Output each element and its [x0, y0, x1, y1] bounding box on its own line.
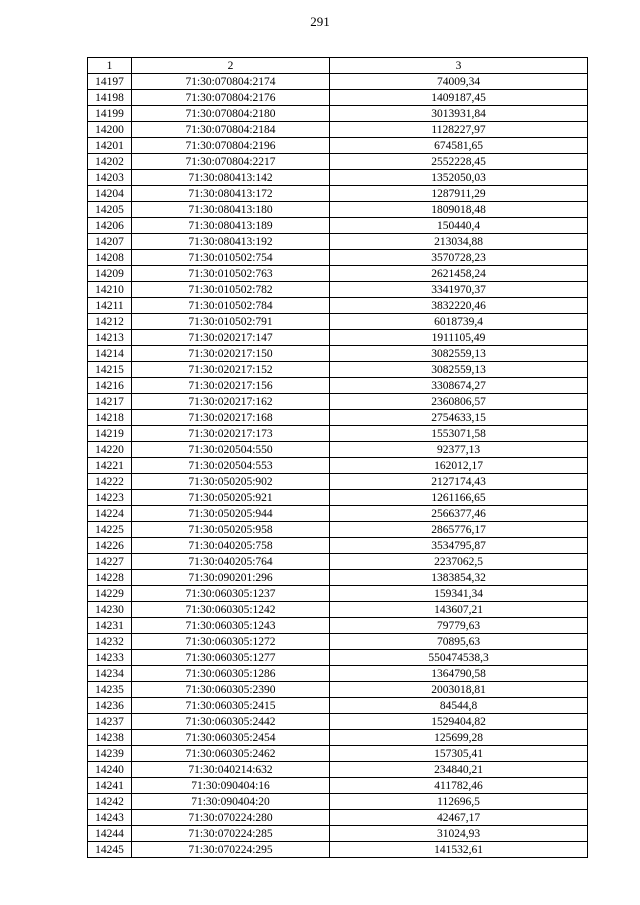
value-cell: 1529404,82 — [330, 714, 588, 730]
value-cell: 213034,88 — [330, 234, 588, 250]
table-row — [88, 826, 588, 842]
value-cell: 42467,17 — [330, 810, 588, 826]
table-row — [88, 314, 588, 330]
table-row — [88, 218, 588, 234]
row-number-cell: 14233 — [88, 650, 132, 666]
row-number-cell: 14214 — [88, 346, 132, 362]
table-row — [88, 298, 588, 314]
row-number-cell: 14220 — [88, 442, 132, 458]
cadastral-number-cell: 71:30:020217:150 — [132, 346, 330, 362]
row-number-cell: 14234 — [88, 666, 132, 682]
cadastral-number-cell: 71:30:060305:1237 — [132, 586, 330, 602]
row-number-cell: 14210 — [88, 282, 132, 298]
cadastral-number-cell: 71:30:020217:173 — [132, 426, 330, 442]
row-number-cell: 14244 — [88, 826, 132, 842]
table-row — [88, 186, 588, 202]
row-number-cell: 14228 — [88, 570, 132, 586]
cadastral-number-cell: 71:30:060305:2442 — [132, 714, 330, 730]
row-number-cell: 14212 — [88, 314, 132, 330]
value-cell: 141532,61 — [330, 842, 588, 858]
table-row — [88, 330, 588, 346]
value-cell: 1553071,58 — [330, 426, 588, 442]
value-cell: 3341970,37 — [330, 282, 588, 298]
table-row — [88, 682, 588, 698]
cadastral-number-cell: 71:30:020217:162 — [132, 394, 330, 410]
value-cell: 6018739,4 — [330, 314, 588, 330]
cadastral-number-cell: 71:30:070804:2217 — [132, 154, 330, 170]
row-number-cell: 14211 — [88, 298, 132, 314]
value-cell: 143607,21 — [330, 602, 588, 618]
row-number-cell: 14203 — [88, 170, 132, 186]
row-number-cell: 14219 — [88, 426, 132, 442]
cadastral-number-cell: 71:30:050205:944 — [132, 506, 330, 522]
cadastral-number-cell: 71:30:020504:550 — [132, 442, 330, 458]
table-row — [88, 730, 588, 746]
cadastral-number-cell: 71:30:050205:921 — [132, 490, 330, 506]
table-row — [88, 442, 588, 458]
cadastral-number-cell: 71:30:090404:16 — [132, 778, 330, 794]
value-cell: 2360806,57 — [330, 394, 588, 410]
row-number-cell: 14238 — [88, 730, 132, 746]
value-cell: 3082559,13 — [330, 346, 588, 362]
table-row — [88, 554, 588, 570]
row-number-cell: 14226 — [88, 538, 132, 554]
table-row — [88, 170, 588, 186]
cadastral-number-cell: 71:30:070224:295 — [132, 842, 330, 858]
row-number-cell: 14227 — [88, 554, 132, 570]
row-number-cell: 14235 — [88, 682, 132, 698]
cadastral-number-cell: 71:30:010502:782 — [132, 282, 330, 298]
cadastral-number-cell: 71:30:010502:784 — [132, 298, 330, 314]
table-row — [88, 410, 588, 426]
row-number-cell: 14206 — [88, 218, 132, 234]
cadastral-number-cell: 71:30:060305:1286 — [132, 666, 330, 682]
table-row — [88, 394, 588, 410]
cadastral-number-cell: 71:30:010502:754 — [132, 250, 330, 266]
column-header-2: 2 — [132, 58, 330, 74]
value-cell: 150440,4 — [330, 218, 588, 234]
table-row — [88, 122, 588, 138]
cadastral-number-cell: 71:30:040214:632 — [132, 762, 330, 778]
cadastral-number-cell: 71:30:060305:2462 — [132, 746, 330, 762]
row-number-cell: 14217 — [88, 394, 132, 410]
row-number-cell: 14197 — [88, 74, 132, 90]
row-number-cell: 14216 — [88, 378, 132, 394]
row-number-cell: 14224 — [88, 506, 132, 522]
table-row — [88, 202, 588, 218]
table-row — [88, 234, 588, 250]
value-cell: 2237062,5 — [330, 554, 588, 570]
value-cell: 2552228,45 — [330, 154, 588, 170]
row-number-cell: 14237 — [88, 714, 132, 730]
value-cell: 1364790,58 — [330, 666, 588, 682]
value-cell: 234840,21 — [330, 762, 588, 778]
row-number-cell: 14213 — [88, 330, 132, 346]
row-number-cell: 14232 — [88, 634, 132, 650]
table-row — [88, 154, 588, 170]
cadastral-number-cell: 71:30:070804:2184 — [132, 122, 330, 138]
row-number-cell: 14218 — [88, 410, 132, 426]
cadastral-number-cell: 71:30:060305:1277 — [132, 650, 330, 666]
value-cell: 70895,63 — [330, 634, 588, 650]
value-cell: 3082559,13 — [330, 362, 588, 378]
cadastral-number-cell: 71:30:020217:147 — [132, 330, 330, 346]
row-number-cell: 14204 — [88, 186, 132, 202]
cadastral-number-cell: 71:30:060305:2390 — [132, 682, 330, 698]
table-row — [88, 362, 588, 378]
value-cell: 157305,41 — [330, 746, 588, 762]
value-cell: 84544,8 — [330, 698, 588, 714]
cadastral-number-cell: 71:30:060305:1243 — [132, 618, 330, 634]
cadastral-number-cell: 71:30:060305:2415 — [132, 698, 330, 714]
row-number-cell: 14221 — [88, 458, 132, 474]
row-number-cell: 14239 — [88, 746, 132, 762]
table-row — [88, 842, 588, 858]
value-cell: 2127174,43 — [330, 474, 588, 490]
table-row — [88, 570, 588, 586]
table-row — [88, 250, 588, 266]
table-row — [88, 458, 588, 474]
row-number-cell: 14245 — [88, 842, 132, 858]
table-row — [88, 650, 588, 666]
value-cell: 2003018,81 — [330, 682, 588, 698]
table-row — [88, 138, 588, 154]
cadastral-number-cell: 71:30:020217:156 — [132, 378, 330, 394]
table-row — [88, 602, 588, 618]
value-cell: 3308674,27 — [330, 378, 588, 394]
cadastral-number-cell: 71:30:020217:152 — [132, 362, 330, 378]
value-cell: 1352050,03 — [330, 170, 588, 186]
value-cell: 162012,17 — [330, 458, 588, 474]
table-row — [88, 522, 588, 538]
table-row — [88, 714, 588, 730]
value-cell: 1128227,97 — [330, 122, 588, 138]
table-row — [88, 746, 588, 762]
value-cell: 79779,63 — [330, 618, 588, 634]
row-number-cell: 14231 — [88, 618, 132, 634]
row-number-cell: 14207 — [88, 234, 132, 250]
table-row — [88, 106, 588, 122]
cadastral-number-cell: 71:30:060305:1242 — [132, 602, 330, 618]
value-cell: 2566377,46 — [330, 506, 588, 522]
row-number-cell: 14202 — [88, 154, 132, 170]
cadastral-number-cell: 71:30:080413:192 — [132, 234, 330, 250]
cadastral-number-cell: 71:30:080413:172 — [132, 186, 330, 202]
cadastral-number-cell: 71:30:050205:958 — [132, 522, 330, 538]
table-row — [88, 426, 588, 442]
cadastral-number-cell: 71:30:020504:553 — [132, 458, 330, 474]
page-number: 291 — [310, 14, 330, 29]
value-cell: 2754633,15 — [330, 410, 588, 426]
cadastral-number-cell: 71:30:070804:2196 — [132, 138, 330, 154]
value-cell: 1809018,48 — [330, 202, 588, 218]
row-number-cell: 14241 — [88, 778, 132, 794]
table-row — [88, 762, 588, 778]
row-number-cell: 14240 — [88, 762, 132, 778]
table-row — [88, 74, 588, 90]
value-cell: 3570728,23 — [330, 250, 588, 266]
column-header-3: 3 — [330, 58, 588, 74]
value-cell: 125699,28 — [330, 730, 588, 746]
row-number-cell: 14230 — [88, 602, 132, 618]
data-table — [87, 57, 588, 858]
table-row — [88, 490, 588, 506]
table-row — [88, 666, 588, 682]
value-cell: 1261166,65 — [330, 490, 588, 506]
cadastral-number-cell: 71:30:090404:20 — [132, 794, 330, 810]
value-cell: 1383854,32 — [330, 570, 588, 586]
value-cell: 74009,34 — [330, 74, 588, 90]
value-cell: 92377,13 — [330, 442, 588, 458]
table-row — [88, 538, 588, 554]
table-body — [88, 74, 588, 858]
cadastral-number-cell: 71:30:070224:285 — [132, 826, 330, 842]
cadastral-number-cell: 71:30:050205:902 — [132, 474, 330, 490]
row-number-cell: 14200 — [88, 122, 132, 138]
table-row — [88, 794, 588, 810]
row-number-cell: 14209 — [88, 266, 132, 282]
row-number-cell: 14242 — [88, 794, 132, 810]
value-cell: 3013931,84 — [330, 106, 588, 122]
value-cell: 3832220,46 — [330, 298, 588, 314]
cadastral-number-cell: 71:30:010502:763 — [132, 266, 330, 282]
value-cell: 550474538,3 — [330, 650, 588, 666]
row-number-cell: 14199 — [88, 106, 132, 122]
row-number-cell: 14229 — [88, 586, 132, 602]
table-row — [88, 586, 588, 602]
value-cell: 1911105,49 — [330, 330, 588, 346]
row-number-cell: 14222 — [88, 474, 132, 490]
cadastral-number-cell: 71:30:070804:2174 — [132, 74, 330, 90]
cadastral-number-cell: 71:30:090201:296 — [132, 570, 330, 586]
table-row — [88, 474, 588, 490]
cadastral-number-cell: 71:30:040205:758 — [132, 538, 330, 554]
row-number-cell: 14198 — [88, 90, 132, 106]
cadastral-number-cell: 71:30:010502:791 — [132, 314, 330, 330]
value-cell: 159341,34 — [330, 586, 588, 602]
value-cell: 674581,65 — [330, 138, 588, 154]
row-number-cell: 14236 — [88, 698, 132, 714]
table-row — [88, 506, 588, 522]
table-row — [88, 778, 588, 794]
value-cell: 2621458,24 — [330, 266, 588, 282]
row-number-cell: 14205 — [88, 202, 132, 218]
table-row — [88, 698, 588, 714]
value-cell: 112696,5 — [330, 794, 588, 810]
value-cell: 3534795,87 — [330, 538, 588, 554]
row-number-cell: 14215 — [88, 362, 132, 378]
table-row — [88, 378, 588, 394]
value-cell: 1287911,29 — [330, 186, 588, 202]
value-cell: 1409187,45 — [330, 90, 588, 106]
value-cell: 31024,93 — [330, 826, 588, 842]
value-cell: 411782,46 — [330, 778, 588, 794]
row-number-cell: 14208 — [88, 250, 132, 266]
cadastral-number-cell: 71:30:060305:2454 — [132, 730, 330, 746]
row-number-cell: 14225 — [88, 522, 132, 538]
table-row — [88, 346, 588, 362]
cadastral-number-cell: 71:30:040205:764 — [132, 554, 330, 570]
cadastral-number-cell: 71:30:070804:2176 — [132, 90, 330, 106]
cadastral-number-cell: 71:30:060305:1272 — [132, 634, 330, 650]
table-row — [88, 618, 588, 634]
row-number-cell: 14243 — [88, 810, 132, 826]
table-row — [88, 634, 588, 650]
table-row — [88, 810, 588, 826]
cadastral-number-cell: 71:30:080413:142 — [132, 170, 330, 186]
cadastral-number-cell: 71:30:080413:189 — [132, 218, 330, 234]
table-row — [88, 282, 588, 298]
column-header-1: 1 — [88, 58, 132, 74]
table-header-row — [88, 58, 588, 74]
cadastral-number-cell: 71:30:080413:180 — [132, 202, 330, 218]
table-row — [88, 266, 588, 282]
cadastral-number-cell: 71:30:070804:2180 — [132, 106, 330, 122]
table-row — [88, 90, 588, 106]
row-number-cell: 14201 — [88, 138, 132, 154]
value-cell: 2865776,17 — [330, 522, 588, 538]
row-number-cell: 14223 — [88, 490, 132, 506]
cadastral-number-cell: 71:30:070224:280 — [132, 810, 330, 826]
cadastral-number-cell: 71:30:020217:168 — [132, 410, 330, 426]
